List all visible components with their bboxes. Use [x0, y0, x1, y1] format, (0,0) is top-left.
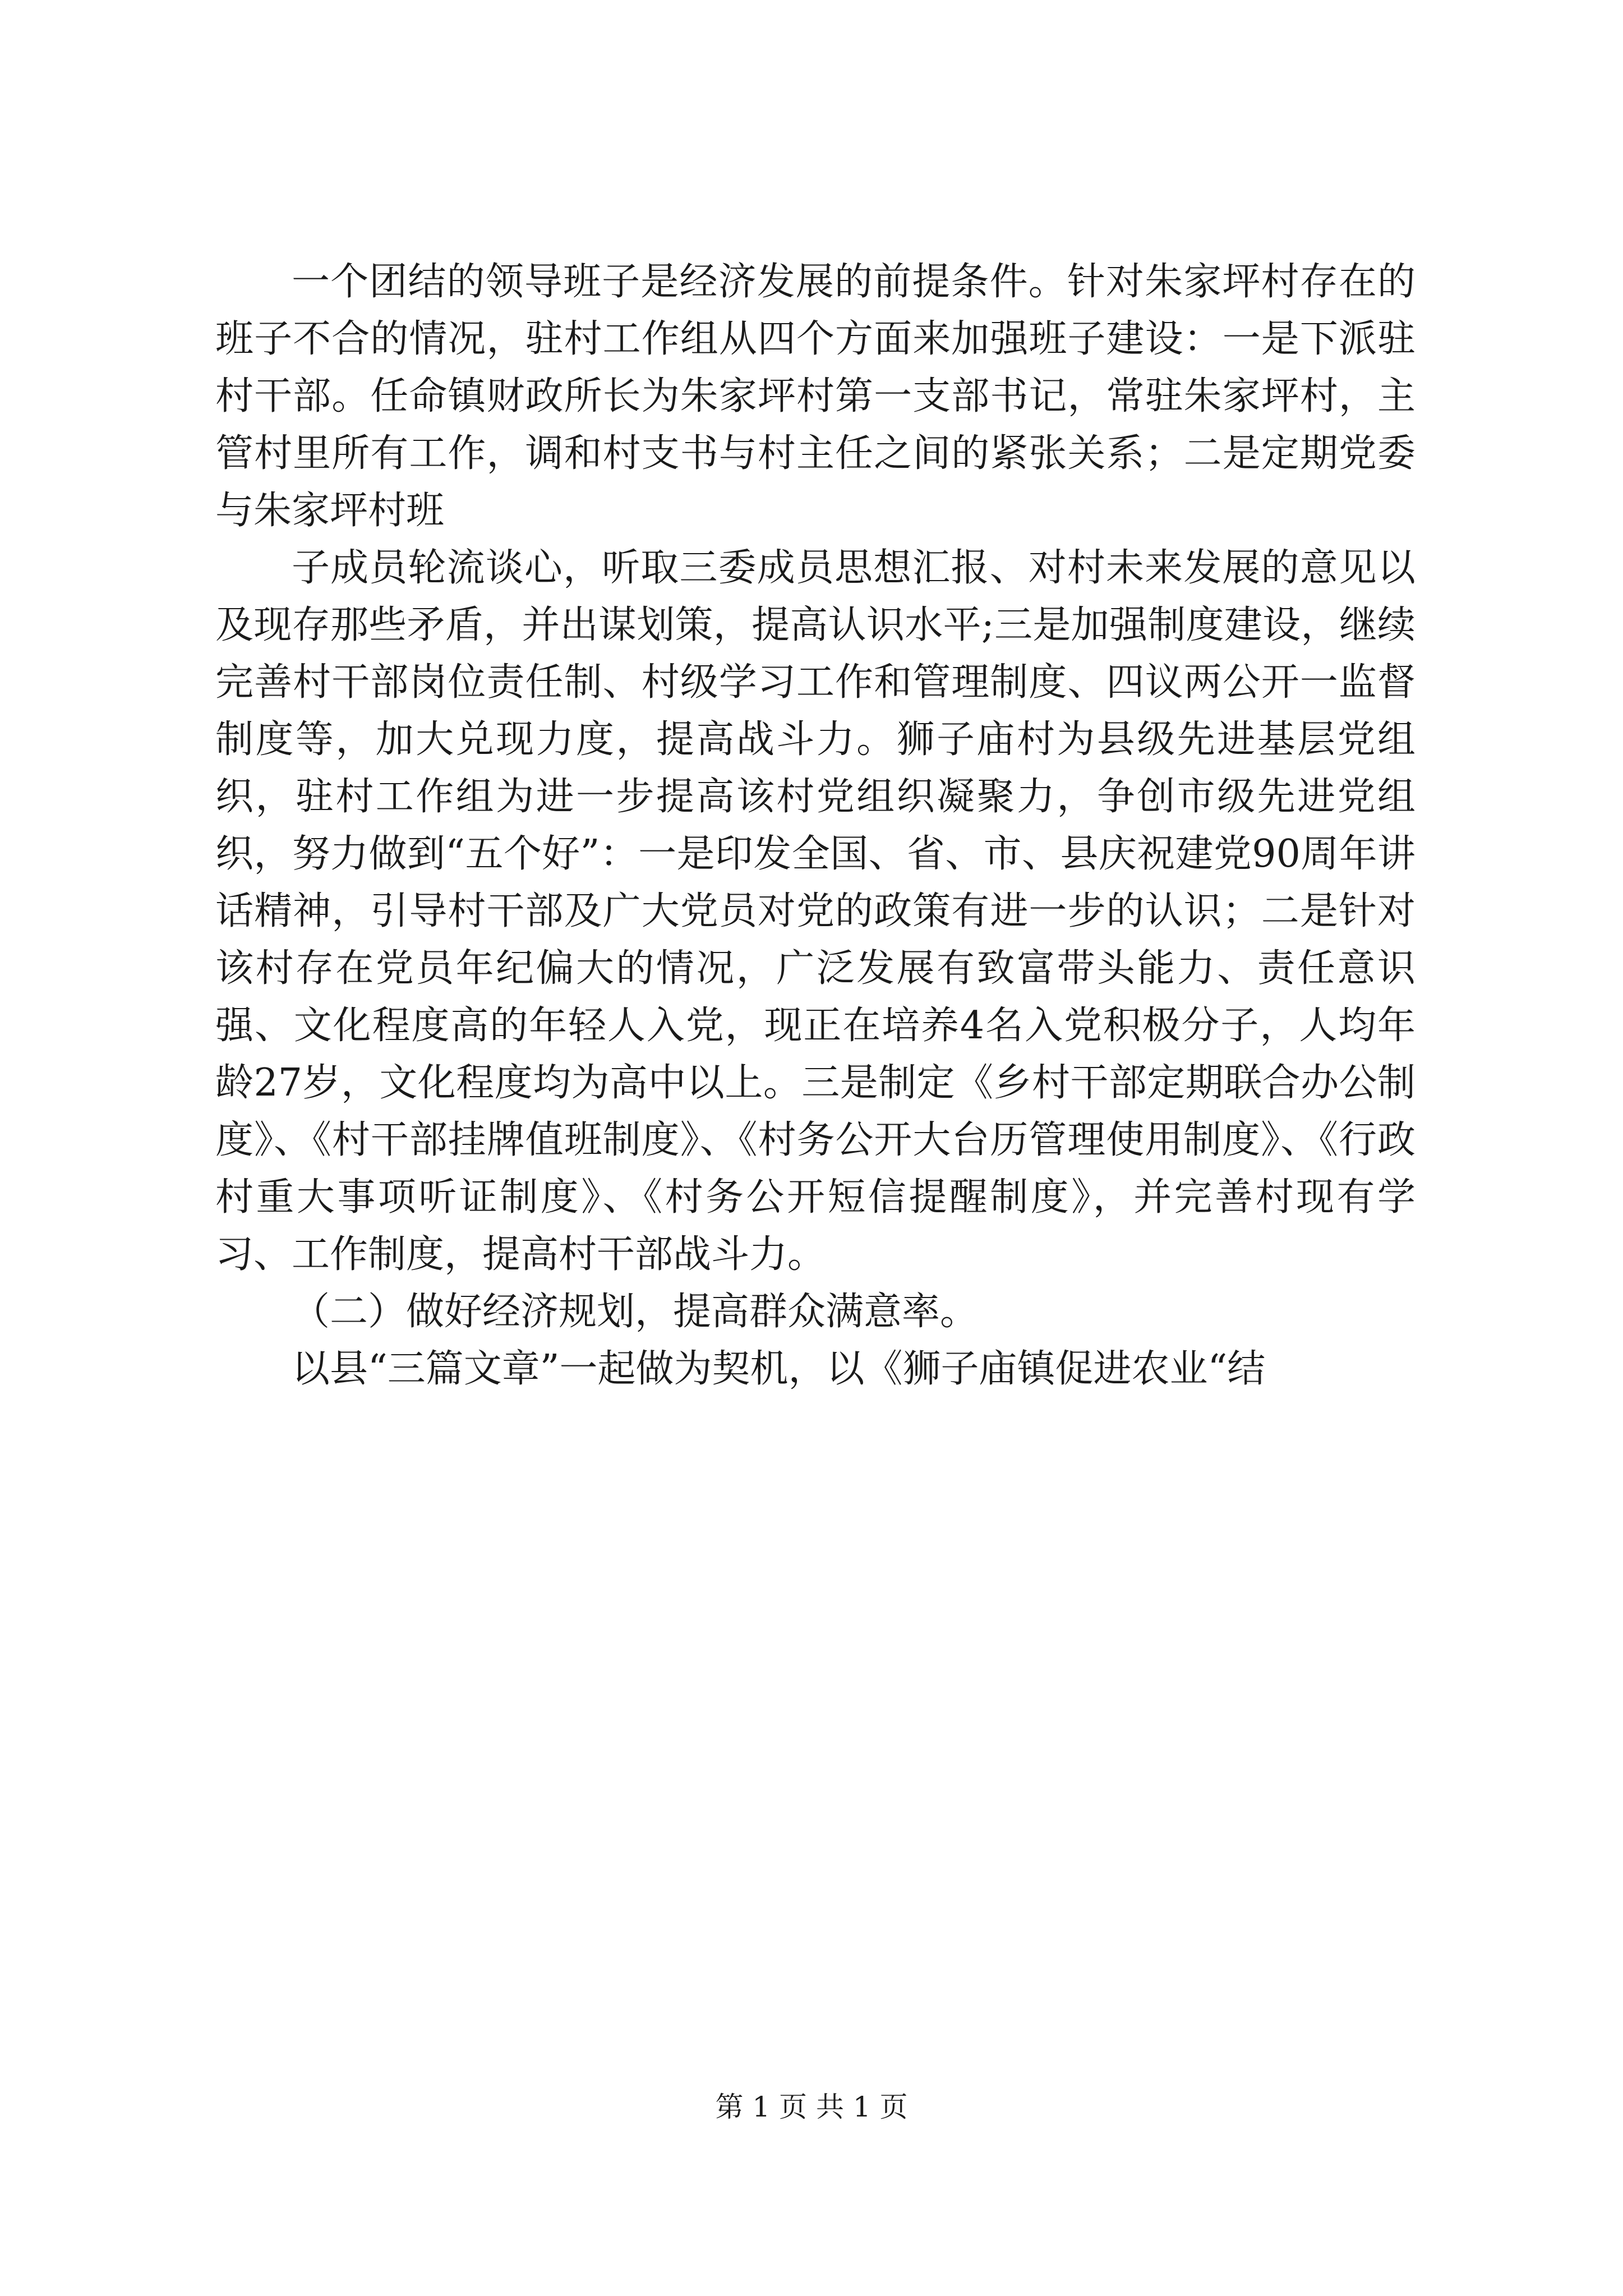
section-heading: （二）做好经济规划，提高群众满意率。 — [292, 1290, 979, 1334]
paragraph-party-building: 子成员轮流谈心，听取三委成员思想汇报、对村未来发展的意见以及现存那些矛盾，并出谋划策，提高认识水平;三是加强制度建设，继续完善村干部岗位责任制、村级学习工作和管理制度、四议两公开一监督制度等，加大兑现力度，提高战斗力。狮子庙村为县级先进基层党组织，驻村工作组为进一步提高该村党组织凝聚力，争创市级先进党组织，努力做到“五个好”：一是印发全国、省、市、县庆祝建党90周年讲话精神，引导村干部及广大党员对党的政策有进一步的认识；二是针对该村存在党员年纪偏大的情况，广泛发展有致富带头能力、责任意识强、文化程度高的年轻人入党，现正在培养4名入党积极分子，人均年龄27岁，文化程度均为高中以上。三是制定《乡村干部定期联合办公制度》、《村干部挂牌值班制度》、《村务公开大台历管理使用制度》、《行政村重大事项听证制度》、《村务公开短信提醒制度》，并完善村现有学习、工作制度，提高村干部战斗力。 — [215, 546, 1415, 1277]
paragraph-economic-plan: 以县“三篇文章”一起做为契机，以《狮子庙镇促进农业“结 — [292, 1347, 1266, 1391]
document-body — [215, 254, 1415, 1398]
page-number-footer: 第 1 页 共 1 页 — [715, 2091, 908, 2123]
paragraph-leadership: 一个团结的领导班子是经济发展的前提条件。针对朱家坪村存在的班子不合的情况，驻村工作组从四个方面来加强班子建设：一是下派驻村干部。任命镇财政所长为朱家坪村第一支部书记，常驻朱家坪村，主管村里所有工作，调和村支书与村主任之间的紧张关系；二是定期党委与朱家坪村班 — [215, 260, 1415, 533]
